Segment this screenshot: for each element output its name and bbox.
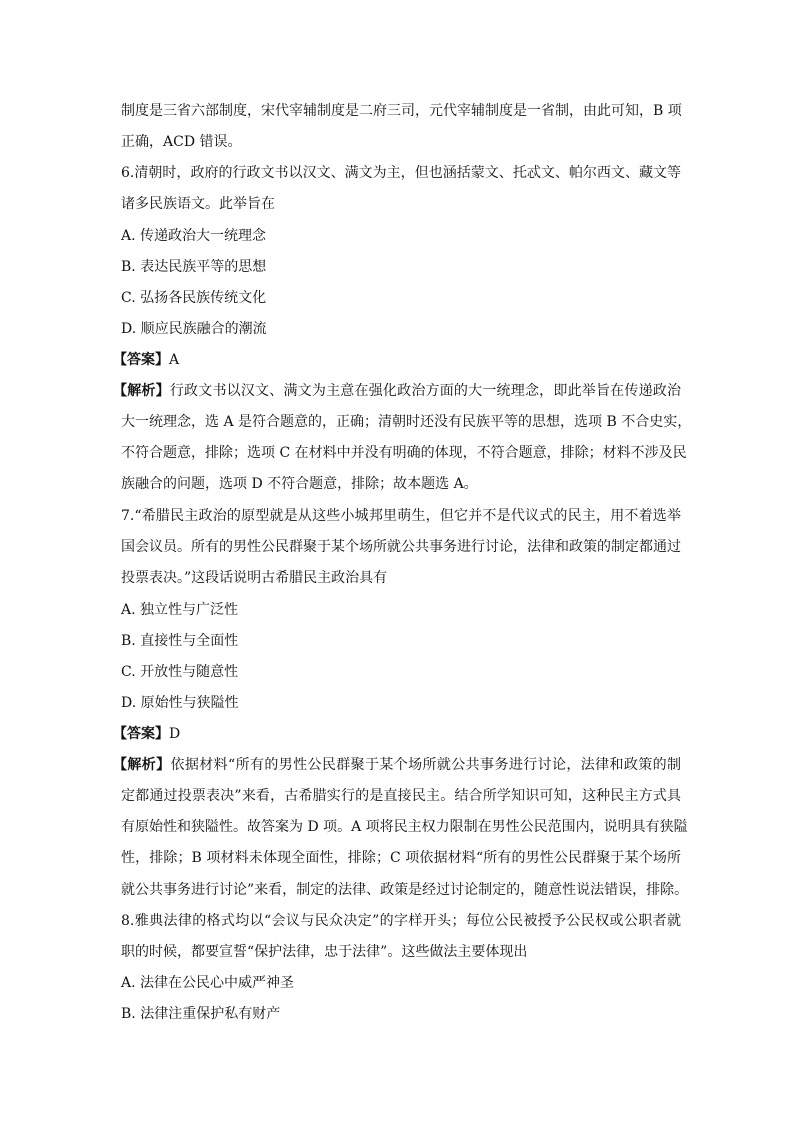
answer-tag: 【答案】	[113, 352, 169, 368]
answer-value: D	[169, 726, 181, 742]
question-6-option-b: B. 表达民族平等的思想	[121, 259, 267, 275]
explanation-text: 依据材料“所有的男性公民群聚于某个场所就公共事务进行讨论，法律和政策的制	[170, 757, 682, 773]
explanation-tag: 【解析】	[113, 383, 170, 399]
question-7-explanation: 有原始性和狭隘性。故答案为 D 项。A 项将民主权力限制在男性公民范围内，说明具有狭隘	[121, 819, 688, 835]
text-line: 制度是三省六部制度，宋代宰辅制度是二府三司，元代宰辅制度是一省制，由此可知，B 项	[121, 103, 682, 119]
question-6-option-a: A. 传递政治大一统理念	[121, 228, 267, 244]
question-6-option-d: D. 顺应民族融合的潮流	[121, 321, 267, 337]
question-6-explanation: 族融合的问题，选项 D 不符合题意，排除；故本题选 A。	[121, 476, 478, 492]
question-7-option-c: C. 开放性与随意性	[121, 664, 239, 680]
question-6-explanation: 大一统理念，选 A 是符合题意的，正确；清朝时还没有民族平等的思想，选项 B 不合史实，	[121, 414, 692, 430]
question-7-stem: 投票表决。”这段话说明古希腊民主政治具有	[121, 570, 388, 586]
question-7-option-d: D. 原始性与狭隘性	[121, 695, 239, 711]
explanation-tag: 【解析】	[113, 757, 171, 773]
question-8-stem: 职的时候，都要宣誓“保护法律，忠于法律”。这些做法主要体现出	[121, 944, 528, 960]
question-6-stem: 诸多民族语文。此举旨在	[121, 196, 275, 212]
question-8-stem: 8.雅典法律的格式均以“会议与民众决定”的字样开头；每位公民被授予公民权或公职者就	[121, 913, 681, 929]
text-line: 正确，ACD 错误。	[121, 134, 242, 150]
question-7-explanation: 性，排除；B 项材料未体现全面性，排除；C 项依据材料“所有的男性公民群聚于某个场所	[121, 850, 681, 866]
question-8-option-b: B. 法律注重保护私有财产	[121, 1006, 281, 1022]
answer-tag: 【答案】	[113, 726, 169, 742]
question-7-option-b: B. 直接性与全面性	[121, 633, 239, 649]
answer-value: A	[169, 352, 180, 368]
question-6-option-c: C. 弘扬各民族传统文化	[121, 290, 267, 306]
question-7-explanation	[113, 755, 681, 775]
question-7-explanation: 就公共事务进行讨论”来看，制定的法律、政策是经过讨论制定的，随意性说法错误，排除。	[121, 882, 689, 898]
question-6-explanation: 不符合题意，排除；选项 C 在材料中并没有明确的体现，不符合题意，排除；材料不涉及民	[121, 445, 687, 461]
question-7-stem: 国会议员。所有的男性公民群聚于某个场所就公共事务进行讨论，法律和政策的制定都通过	[121, 539, 681, 555]
question-7-explanation: 定都通过投票表决”来看，古希腊实行的是直接民主。结合所学知识可知，这种民主方式具	[121, 788, 681, 804]
question-8-option-a: A. 法律在公民心中威严神圣	[121, 975, 295, 991]
question-7-stem: 7.“希腊民主政治的原型就是从这些小城邦里萌生，但它并不是代议式的民主，用不着选举	[121, 508, 681, 524]
explanation-text: 行政文书以汉文、满文为主意在强化政治方面的大一统理念，即此举旨在传递政治	[169, 383, 682, 399]
question-6-explanation	[113, 381, 681, 401]
question-6-answer	[113, 350, 673, 370]
question-7-answer	[113, 724, 673, 744]
question-7-option-a: A. 独立性与广泛性	[121, 602, 239, 618]
question-6-stem: 6.清朝时，政府的行政文书以汉文、满文为主，但也涵括蒙文、托忒文、帕尔西文、藏文等	[121, 165, 681, 181]
